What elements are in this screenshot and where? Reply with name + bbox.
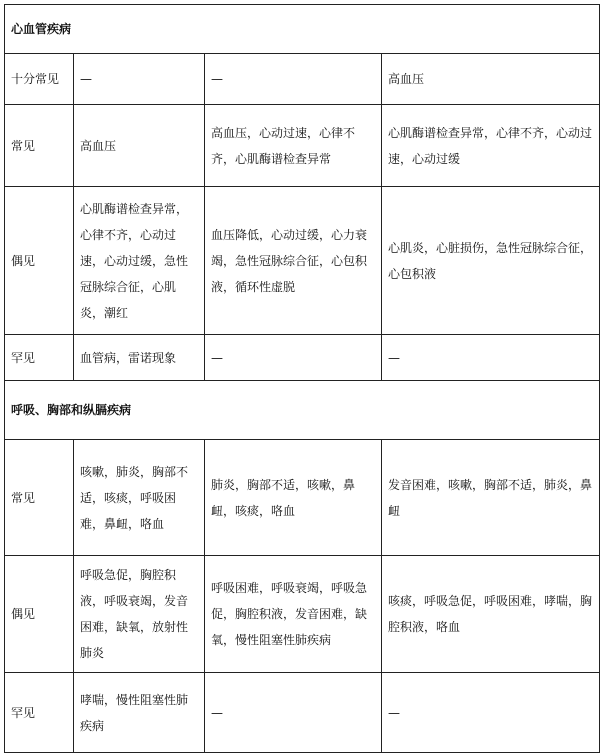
table-cell: — bbox=[205, 54, 382, 105]
table-cell: 高血压 bbox=[74, 105, 205, 187]
table-row bbox=[5, 105, 600, 187]
table-row bbox=[5, 556, 600, 673]
table-cell: 呼吸急促，胸腔积液，呼吸衰竭，发音困难，缺氧，放射性肺炎 bbox=[74, 556, 205, 673]
table-cell: 咳嗽，肺炎，胸部不适，咳痰，呼吸困难，鼻衄，咯血 bbox=[74, 440, 205, 556]
table-row bbox=[5, 440, 600, 556]
frequency-cell: 十分常见 bbox=[5, 54, 74, 105]
table-cell: — bbox=[382, 673, 600, 753]
table-cell: 高血压，心动过速，心律不齐，心肌酶谱检查异常 bbox=[205, 105, 382, 187]
section-header-row bbox=[5, 381, 600, 440]
frequency-cell: 罕见 bbox=[5, 335, 74, 381]
table-cell: 血压降低，心动过缓，心力衰竭，急性冠脉综合征，心包积液，循环性虚脱 bbox=[205, 187, 382, 335]
frequency-cell: 偶见 bbox=[5, 187, 74, 335]
table-cell: 高血压 bbox=[382, 54, 600, 105]
table-cell: 心肌炎，心脏损伤，急性冠脉综合征，心包积液 bbox=[382, 187, 600, 335]
table-cell: 哮喘，慢性阻塞性肺疾病 bbox=[74, 673, 205, 753]
frequency-cell: 常见 bbox=[5, 105, 74, 187]
frequency-cell: 偶见 bbox=[5, 556, 74, 673]
table-cell: — bbox=[74, 54, 205, 105]
table-cell: 心肌酶谱检查异常，心律不齐，心动过速，心动过缓，急性冠脉综合征，心肌炎，潮红 bbox=[74, 187, 205, 335]
table-row bbox=[5, 335, 600, 381]
table-cell: 呼吸困难，呼吸衰竭，呼吸急促，胸腔积液，发音困难，缺氧，慢性阻塞性肺疾病 bbox=[205, 556, 382, 673]
table-cell: 肺炎，胸部不适，咳嗽，鼻衄，咳痰，咯血 bbox=[205, 440, 382, 556]
section-header-row bbox=[5, 5, 600, 54]
frequency-cell: 常见 bbox=[5, 440, 74, 556]
table-cell: 发音困难，咳嗽，胸部不适，肺炎，鼻衄 bbox=[382, 440, 600, 556]
frequency-cell: 罕见 bbox=[5, 673, 74, 753]
table-cell: — bbox=[205, 335, 382, 381]
section-title: 心血管疾病 bbox=[5, 5, 600, 54]
table-cell: — bbox=[205, 673, 382, 753]
section-title: 呼吸、胸部和纵膈疾病 bbox=[5, 381, 600, 440]
table-row bbox=[5, 187, 600, 335]
table-cell: — bbox=[382, 335, 600, 381]
adverse-reaction-table bbox=[4, 4, 600, 753]
table-row bbox=[5, 673, 600, 753]
table-cell: 心肌酶谱检查异常，心律不齐，心动过速，心动过缓 bbox=[382, 105, 600, 187]
table-cell: 血管病，雷诺现象 bbox=[74, 335, 205, 381]
table-cell: 咳痰，呼吸急促，呼吸困难，哮喘，胸腔积液，咯血 bbox=[382, 556, 600, 673]
table-row bbox=[5, 54, 600, 105]
